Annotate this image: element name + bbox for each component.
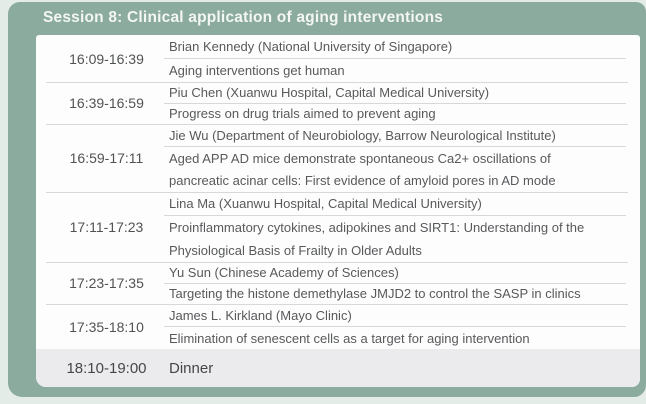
- talk-cell: [161, 262, 640, 304]
- talk-title: Proinflammatory cytokines, adipokines and SIRT1: Understanding of the: [169, 220, 585, 235]
- session-title: Session 8: Clinical application of aging interventions: [43, 9, 444, 26]
- schedule-row-6: [36, 304, 640, 349]
- event-label: Dinner: [169, 359, 214, 377]
- speaker-name: Piu Chen (Xuanwu Hospital, Capital Medical University): [169, 84, 490, 100]
- speaker-name: Brian Kennedy (National University of Singapore): [169, 39, 453, 54]
- time-slot: 16:59-17:11: [69, 150, 144, 166]
- time-slot: 17:11-17:23: [69, 219, 144, 235]
- schedule-row-1: [36, 35, 640, 82]
- talk-cell: [161, 35, 640, 82]
- talk-cell: [161, 192, 640, 262]
- speaker-name: James L. Kirkland (Mayo Clinic): [169, 307, 352, 323]
- schedule-row-dinner: [36, 349, 640, 387]
- schedule-table: [36, 35, 640, 387]
- talk-cell: [161, 304, 640, 349]
- event-cell: [161, 349, 640, 387]
- session-frame: [8, 2, 646, 397]
- talk-title: Elimination of senescent cells as a target for aging intervention: [169, 330, 530, 346]
- time-slot: 17:23-17:35: [69, 275, 144, 291]
- schedule-row-3: [36, 124, 640, 192]
- speaker-name: Jie Wu (Department of Neurobiology, Barrow Neurological Institute): [169, 127, 556, 143]
- time-slot: 18:10-19:00: [66, 359, 147, 377]
- schedule-row-5: [36, 262, 640, 304]
- speaker-name: Lina Ma (Xuanwu Hospital, Capital Medical University): [169, 196, 482, 211]
- time-slot: 17:35-18:10: [69, 318, 144, 335]
- talk-title: Physiological Basis of Frailty in Older Adults: [169, 243, 422, 258]
- talk-title: Aging interventions get human: [169, 63, 345, 78]
- schedule-row-4: [36, 192, 640, 262]
- talk-cell: [161, 82, 640, 124]
- talk-title: Aged APP AD mice demonstrate spontaneous Ca2+ oscillations of: [169, 150, 551, 166]
- speaker-name: Yu Sun (Chinese Academy of Sciences): [169, 264, 399, 280]
- talk-title: pancreatic acinar cells: First evidence of amyloid pores in AD mode: [169, 173, 556, 189]
- talk-title: Progress on drug trials aimed to prevent aging: [169, 106, 436, 122]
- schedule-row-2: [36, 82, 640, 124]
- time-slot: 16:39-16:59: [69, 95, 144, 111]
- talk-title: Targeting the histone demethylase JMJD2 to control the SASP in clinics: [169, 286, 581, 302]
- time-slot: 16:09-16:39: [69, 50, 144, 67]
- talk-cell: [161, 124, 640, 192]
